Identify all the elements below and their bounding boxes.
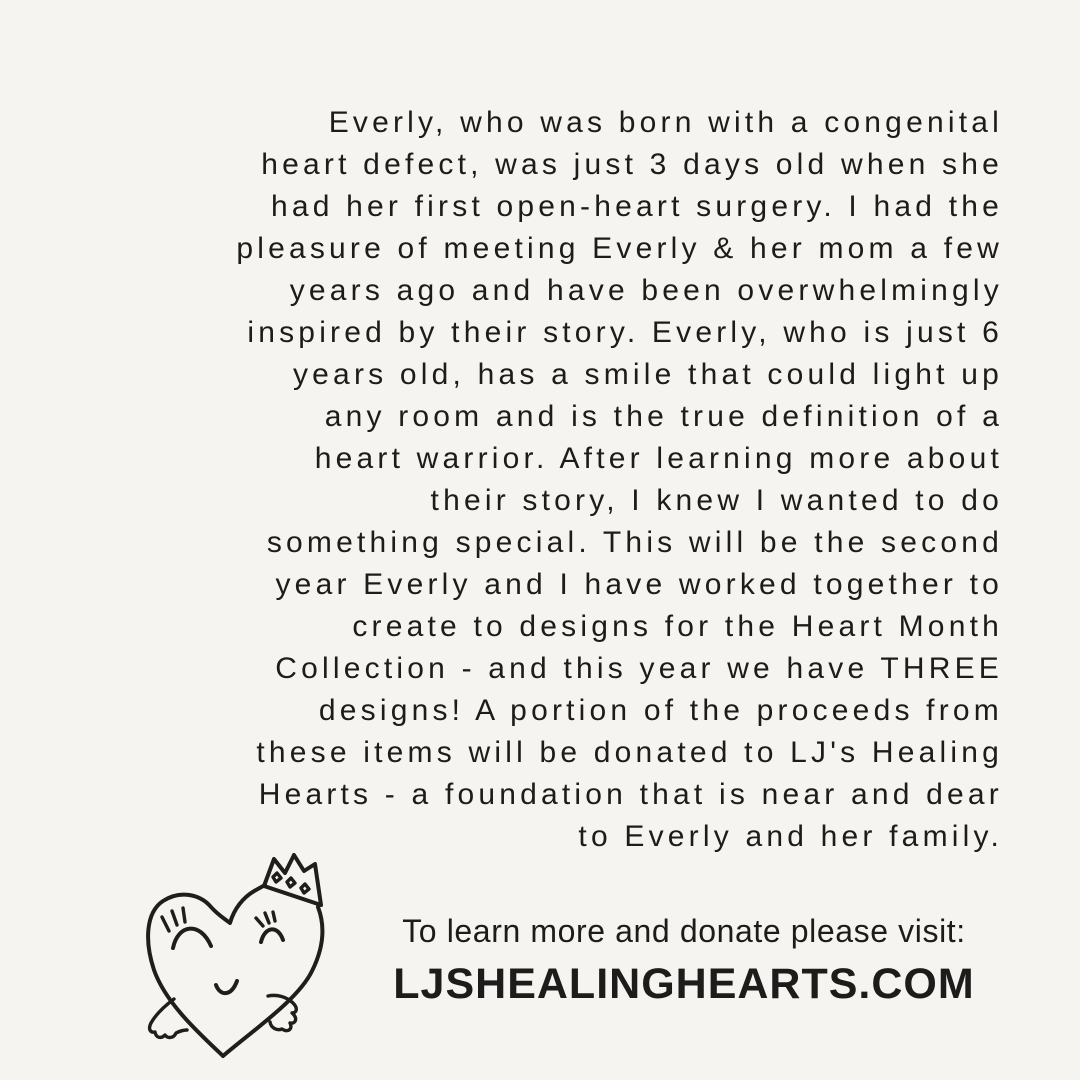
footer: [358, 911, 1010, 1009]
story-line: something special. This will be the second: [266, 526, 1003, 559]
story-line: to Everly and her family.: [578, 820, 1003, 853]
story-text: [70, 102, 1003, 858]
story-line: their story, I knew I wanted to do: [430, 484, 1003, 517]
story-line: heart warrior. After learning more about: [314, 442, 1003, 475]
story-line: designs! A portion of the proceeds from: [318, 694, 1003, 727]
story-line: pleasure of meeting Everly & her mom a few: [236, 232, 1003, 265]
cta-text: To learn more and donate please visit:: [402, 913, 966, 949]
smile-icon: [216, 981, 237, 993]
story-line: any room and is the true definition of a: [324, 400, 1003, 433]
story-line: Collection - and this year we have THREE: [275, 652, 1003, 685]
story-line: years ago and have been overwhelmingly: [289, 274, 1003, 307]
story-line: Everly, who was born with a congenital: [328, 106, 1003, 139]
right-eye-icon: [261, 929, 283, 942]
story-line: these items will be donated to LJ's Healing: [256, 736, 1003, 769]
story-line: had her first open-heart surgery. I had the: [270, 190, 1003, 223]
crowned-heart-mascot-icon: [140, 850, 330, 1065]
right-eyelashes-icon: [256, 912, 275, 926]
story-line: Hearts - a foundation that is near and dear: [258, 778, 1003, 811]
right-hand-icon: [268, 995, 296, 1030]
left-hand-icon: [150, 999, 187, 1037]
left-eye-icon: [173, 929, 211, 948]
story-line: years old, has a smile that could light up: [292, 358, 1003, 391]
story-line: create to designs for the Heart Month: [352, 610, 1003, 643]
story-line: year Everly and I have worked together to: [275, 568, 1003, 601]
story-line: inspired by their story. Everly, who is just 6: [247, 316, 1003, 349]
heart-outline: [148, 885, 322, 1056]
story-line: heart defect, was just 3 days old when she: [261, 148, 1003, 181]
website-text: LJSHEALINGHEARTS.COM: [393, 960, 975, 1008]
left-eyelashes-icon: [162, 908, 185, 931]
